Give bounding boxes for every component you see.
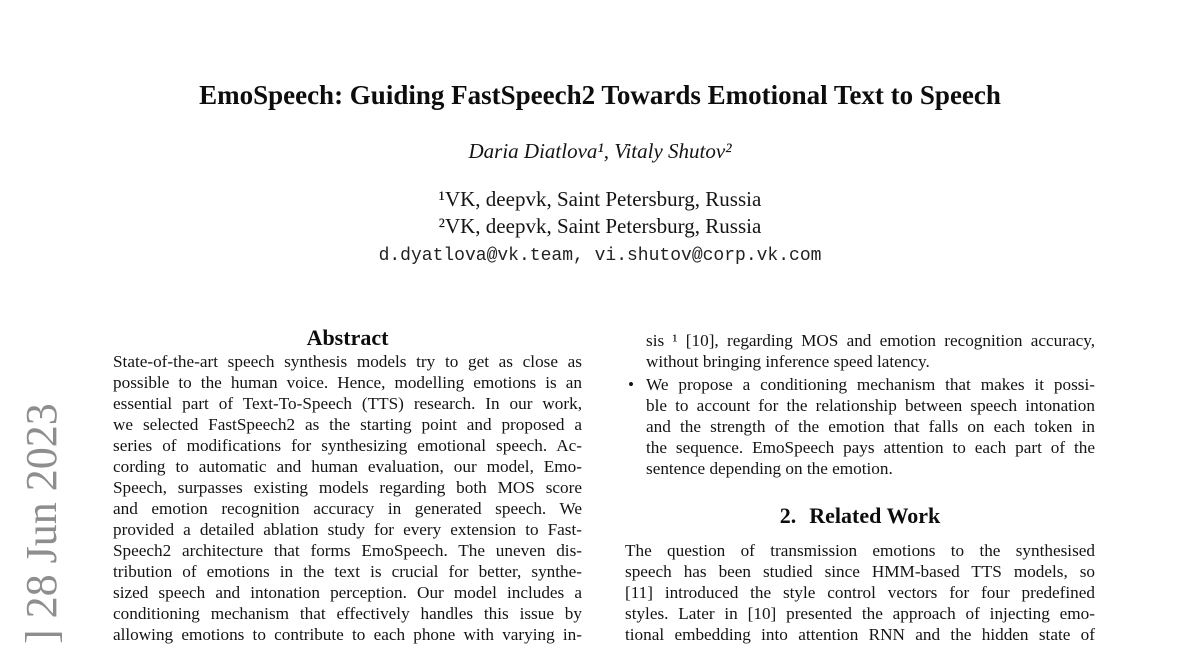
text-line: Speech, surpasses existing models regarding both MOS score xyxy=(113,478,582,497)
text-line: sis ¹ [10], regarding MOS and emotion recognition accuracy, xyxy=(646,331,1095,350)
text-line: and the strength of the emotion that falls on each token in xyxy=(646,417,1095,436)
text-line: cording to automatic and human evaluation, our model, Emo- xyxy=(113,457,582,476)
contribution-continuation-text xyxy=(646,330,1095,372)
text-line: essential part of Text-To-Speech (TTS) research. In our work, xyxy=(113,394,582,413)
text-line: series of modifications for synthesizing emotional speech. Ac- xyxy=(113,436,582,455)
text-line: allowing emotions to contribute to each phone with varying in- xyxy=(113,625,582,644)
author-emails: d.dyatlova@vk.team, vi.shutov@corp.vk.com xyxy=(378,246,822,266)
authors-line: Daria Diatlova¹, Vitaly Shutov² xyxy=(468,139,732,163)
abstract-heading: Abstract xyxy=(306,325,389,350)
text-line: the sequence. EmoSpeech pays attention to each part of the xyxy=(646,438,1095,457)
text-line: ¹VK, deepvk, Saint Petersburg, Russia xyxy=(438,187,762,211)
text-line: [11] introduced the style control vectors for four predefined xyxy=(625,583,1095,602)
affiliations xyxy=(0,186,1200,240)
text-line: possible to the human voice. Hence, modelling emotions is an xyxy=(113,373,582,392)
text-line: sized speech and intonation perception. Our model includes a xyxy=(113,583,582,602)
text-line: and emotion recognition accuracy in generated speech. We xyxy=(113,499,582,518)
text-line: provided a detailed ablation study for every extension to Fast- xyxy=(113,520,582,539)
related-work-text xyxy=(625,540,1095,645)
section-number: 2. xyxy=(779,503,797,528)
text-line: ble to account for the relationship between speech intonation xyxy=(646,396,1095,415)
text-line: sentence depending on the emotion. xyxy=(646,459,893,478)
bullet-icon: • xyxy=(628,375,635,394)
text-line: we selected FastSpeech2 as the starting point and proposed a xyxy=(113,415,582,434)
abstract-text xyxy=(113,351,582,645)
contribution-bullet-text xyxy=(646,374,1095,479)
section-title: Related Work xyxy=(809,503,941,528)
text-line: tribution of emotions in the text is crucial for better, synthe- xyxy=(113,562,582,581)
arxiv-sidebar-stamp: ] 28 Jun 2023 xyxy=(17,403,66,644)
paper-title: EmoSpeech: Guiding FastSpeech2 Towards Emotional Text to Speech xyxy=(199,80,1001,110)
text-line: conditioning mechanism that effectively handles this issue by xyxy=(113,604,582,623)
text-line: speech has been studied since HMM-based TTS models, so xyxy=(625,562,1095,581)
text-line: without bringing inference speed latency. xyxy=(646,352,930,371)
text-line: State-of-the-art speech synthesis models try to get as close as xyxy=(113,352,582,371)
related-work-heading xyxy=(625,504,1095,528)
text-line: ²VK, deepvk, Saint Petersburg, Russia xyxy=(438,214,762,238)
text-line: Speech2 architecture that forms EmoSpeech. The uneven dis- xyxy=(113,541,582,560)
text-line: We propose a conditioning mechanism that makes it possi- xyxy=(646,375,1095,394)
text-line: styles. Later in [10] presented the approach of injecting emo- xyxy=(625,604,1095,623)
text-line: tional embedding into attention RNN and the hidden state of xyxy=(625,625,1095,644)
text-line: The question of transmission emotions to the synthesised xyxy=(625,541,1095,560)
